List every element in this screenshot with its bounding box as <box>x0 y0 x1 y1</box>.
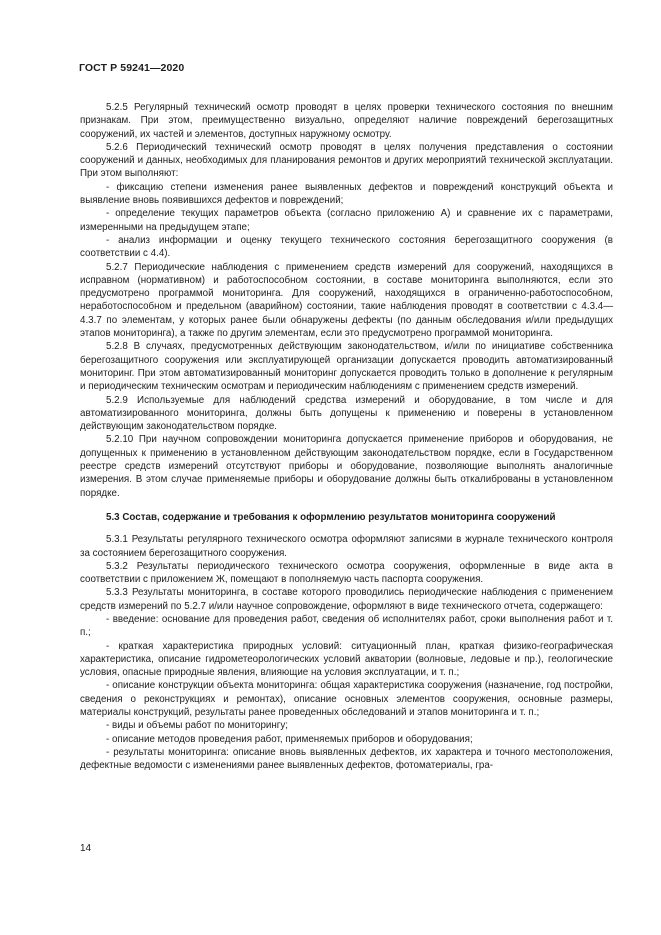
page-content <box>80 101 613 773</box>
section-title-5-3: 5.3 Состав, содержание и требования к оформлению результатов мониторинга сооружений <box>106 511 556 523</box>
list-item: - результаты мониторинга: описание вновь выявленных дефектов, их характера и точного местоположения, дефектные ведомости с изменениями ранее выявленных дефектов, фотоматериалы, гра- <box>80 746 613 772</box>
paragraph-5-3-3: 5.3.3 Результаты мониторинга, в составе которого проводились периодические наблюдения с применением средств измерений по 5.2.7 и/или научное сопровождение, оформляют в виде технического отчета, содержащего: <box>80 587 613 612</box>
list-item: - определение текущих параметров объекта (согласно приложению А) и сравнение их с параметрами, измеренными на предыдущем этапе; <box>80 208 613 233</box>
list-item: - описание методов проведения работ, применяемых приборов и оборудования; <box>106 733 473 745</box>
list-item: - фиксацию степени изменения ранее выявленных дефектов и повреждений конструкций объекта и выявление вновь появившихся дефектов и повреждений; <box>80 181 613 207</box>
paragraph-5-2-6: 5.2.6 Периодический технический осмотр проводят в целях получения представления о состоянии сооружений и данных, необходимых для планирования ремонтов и других мероприятий технической эксплуатации. При этом выполняют: <box>80 141 613 180</box>
list-item: - краткая характеристика природных условий: ситуационный план, краткая физико-географическая характеристика, описание гидрометеорологических условий акватории (волновые, ледовые и пр.), геологические условия, опасные природные явления, влияющие на условия эксплуатации, и т. п.; <box>80 640 613 679</box>
document-header: ГОСТ Р 59241—2020 <box>79 62 185 74</box>
paragraph-5-3-2: 5.3.2 Результаты периодического технического осмотра сооружения, оформленные в виде акта в соответствии с приложением Ж, помещают в пополняемую часть паспорта сооружения. <box>80 560 613 586</box>
list-item: - введение: основание для проведения работ, сведения об исполнителях работ, сроки выполнения работ и т. п.; <box>80 613 613 639</box>
paragraph-5-2-9: 5.2.9 Используемые для наблюдений средства измерений и оборудование, в том числе и для автоматизированного мониторинга, должны быть допущены к применению и поверены в установленном действующим законодательством порядке. <box>80 394 613 433</box>
paragraph-5-2-5: 5.2.5 Регулярный технический осмотр проводят в целях проверки технического состояния по внешним признакам. При этом, преимущественно визуально, определяют наличие повреждений берегозащитных сооружений, их частей и элементов, доступных наружному осмотру. <box>80 102 613 140</box>
list-item: - описание конструкции объекта мониторинга: общая характеристика сооружения (назначение, год постройки, сведения о реконструкциях и ремонтах), описание основных элементов сооружения, основные размеры, материалы конструкций, результаты ранее проведенных обследований и этапов мониторинга и т. п.; <box>80 680 613 719</box>
paragraph-5-2-7: 5.2.7 Периодические наблюдения с применением средств измерений для сооружений, находящихся в исправном (нормативном) и работоспособном состоянии, в составе мониторинга выполняются, если это предусмотрено программой мониторинга. Для сооружений, находящихся в ограниченно-работоспособном, неработоспособном и предельном (аварийном) состоянии, такие наблюдения проводят в соответствии с 4.3.4—4.3.7 по элементам, у которых ранее были обнаружены дефекты (по данным обследования и/или предыдущих этапов мониторинга), а также по другим элементам, если это предусмотрено программой мониторинга. <box>80 261 613 340</box>
paragraph-5-2-8: 5.2.8 В случаях, предусмотренных действующим законодательством, и/или по инициативе собственника берегозащитного сооружения или эксплуатирующей организации допускается проводить автоматизированный мониторинг. При этом автоматизированный мониторинг допускается проводить только в дополнение к регулярным и периодическим техническим осмотрам и периодическим наблюдениям с применением средств измерений. <box>80 341 613 393</box>
paragraph-5-2-10: 5.2.10 При научном сопровождении мониторинга допускается применение приборов и оборудования, не допущенных к применению в установленном действующим законодательством порядке, если в Государственном реестре средств измерений отсутствуют приборы и оборудование, позволяющие выполнять аналогичные измерения. В этом случае применяемые приборы и оборудование должны быть откалиброваны в установленном порядке. <box>80 434 613 499</box>
list-item: - анализ информации и оценку текущего технического состояния берегозащитного сооружения (в соответствии с 4.4). <box>80 234 613 260</box>
paragraph-5-3-1: 5.3.1 Результаты регулярного технического осмотра оформляют записями в журнале технического контроля за состоянием берегозащитного сооружения. <box>80 534 613 559</box>
list-item: - виды и объемы работ по мониторингу; <box>106 720 288 732</box>
page-number: 14 <box>80 843 92 854</box>
